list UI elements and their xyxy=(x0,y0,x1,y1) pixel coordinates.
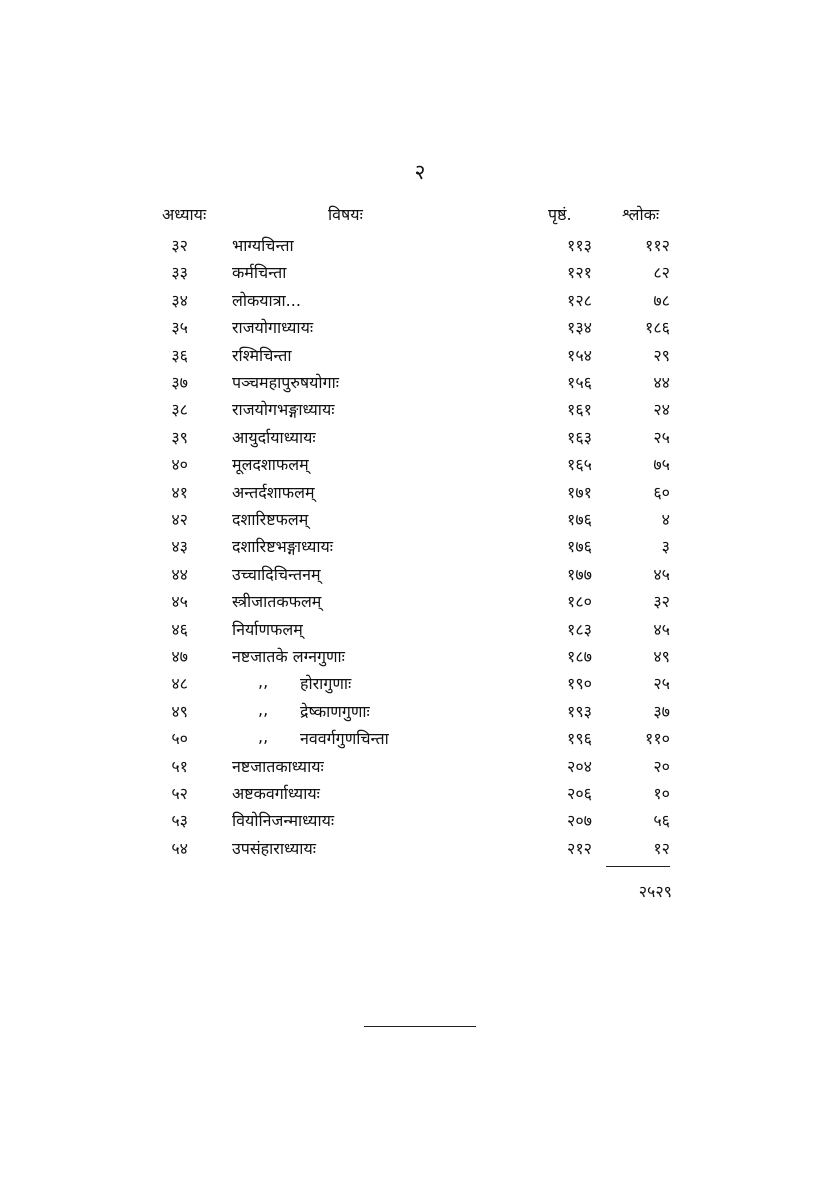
end-rule xyxy=(364,1026,476,1027)
verse-count-cell: ७८ xyxy=(653,290,670,310)
table-row xyxy=(0,426,840,456)
page-number-cell: १७६ xyxy=(567,537,592,557)
verse-count-cell: १२ xyxy=(653,838,670,858)
table-row xyxy=(0,672,840,702)
table-row xyxy=(0,481,840,511)
table-row xyxy=(0,563,840,593)
verse-count-cell: ५६ xyxy=(653,811,670,831)
chapter-number: ४९ xyxy=(171,701,188,721)
chapter-subject: अन्तर्दशाफलम् xyxy=(232,482,315,502)
ditto-mark: ,, xyxy=(258,672,269,692)
page-number-cell: २०६ xyxy=(567,784,592,803)
chapter-subject: कर्मचिन्ता xyxy=(232,263,287,283)
table-row xyxy=(0,782,840,812)
chapter-subject: आयुर्दायाध्यायः xyxy=(232,427,316,447)
chapter-number: ४० xyxy=(171,455,188,475)
table-row xyxy=(0,645,840,675)
chapter-subject: पञ्चमहापुरुषयोगाः xyxy=(232,373,339,392)
total-verses: २५२९ xyxy=(638,882,672,901)
table-row xyxy=(0,535,840,565)
verse-count-cell: ८२ xyxy=(653,263,670,283)
page-number-cell: २१२ xyxy=(567,838,592,858)
chapter-subject: नष्टजातकाध्यायः xyxy=(232,756,324,776)
page-number-cell: २०४ xyxy=(567,756,592,776)
chapter-number: ४२ xyxy=(171,510,188,529)
table-row xyxy=(0,234,840,264)
page-number-cell: १२१ xyxy=(567,263,592,283)
chapter-subject: रश्मिचिन्ता xyxy=(232,345,292,365)
chapter-subject: स्त्रीजातकफलम् xyxy=(232,592,322,612)
chapter-subject: निर्याणफलम् xyxy=(232,619,303,639)
chapter-number: ५२ xyxy=(171,784,188,803)
total-rule xyxy=(606,866,670,867)
page-number-cell: १९३ xyxy=(567,701,592,721)
page-number-cell: १७६ xyxy=(567,510,592,529)
header-subject: विषयः xyxy=(328,205,363,224)
table-row xyxy=(0,809,840,839)
chapter-subject: द्रेष्काणगुणाः xyxy=(300,701,370,721)
verse-count-cell: ४५ xyxy=(653,564,670,584)
chapter-subject: लोकयात्रा... xyxy=(232,290,301,310)
page-number-cell: ११३ xyxy=(567,236,592,255)
chapter-subject: राजयोगभङ्गाध्यायः xyxy=(232,400,335,420)
chapter-number: ४१ xyxy=(171,482,188,502)
ditto-mark: ,, xyxy=(258,727,269,747)
page-number-cell: १५६ xyxy=(567,373,592,392)
chapter-subject: मूलदशाफलम् xyxy=(232,455,309,475)
chapter-number: ३४ xyxy=(171,290,188,310)
chapter-number: ४४ xyxy=(171,564,188,584)
page-number-cell: १८० xyxy=(567,592,592,612)
table-row xyxy=(0,618,840,648)
page-number-cell: १३४ xyxy=(567,318,592,338)
header-chapter: अध्यायः xyxy=(162,205,207,224)
chapter-subject: नववर्गगुणचिन्ता xyxy=(300,729,389,749)
chapter-number: ५१ xyxy=(171,756,188,776)
table-row xyxy=(0,398,840,428)
table-row xyxy=(0,344,840,374)
verse-count-cell: ३७ xyxy=(653,701,670,721)
page-number-cell: १७७ xyxy=(567,564,592,584)
chapter-subject: नष्टजातके लग्नगुणाः xyxy=(232,647,345,666)
page-number-cell: १९६ xyxy=(567,729,592,749)
page-number: २ xyxy=(414,160,426,184)
page-number-cell: १८३ xyxy=(567,619,592,639)
chapter-number: ३९ xyxy=(171,427,188,447)
verse-count-cell: २५ xyxy=(653,427,670,447)
header-verse: श्लोकः xyxy=(622,205,660,224)
verse-count-cell: ११० xyxy=(645,729,670,749)
chapter-subject: वियोनिजन्माध्यायः xyxy=(232,811,335,831)
chapter-subject: दशारिष्टभङ्गाध्यायः xyxy=(232,537,334,557)
verse-count-cell: ११२ xyxy=(645,236,670,255)
page-number-cell: १९० xyxy=(567,674,592,694)
chapter-number: ४७ xyxy=(171,647,188,666)
verse-count-cell: २९ xyxy=(653,345,670,365)
header-page: पृष्ठं. xyxy=(548,205,572,224)
verse-count-cell: ७५ xyxy=(653,455,670,475)
table-row xyxy=(0,755,840,785)
chapter-number: ३८ xyxy=(171,400,188,420)
chapter-subject: दशारिष्टफलम् xyxy=(232,510,309,529)
table-row xyxy=(0,261,840,291)
chapter-number: ४६ xyxy=(171,619,188,639)
chapter-subject: होरागुणाः xyxy=(300,674,352,694)
table-row xyxy=(0,289,840,319)
chapter-number: ५३ xyxy=(171,811,188,831)
chapter-number: ३५ xyxy=(171,318,188,338)
chapter-number: ४५ xyxy=(171,592,188,612)
chapter-number: ३७ xyxy=(171,373,188,392)
verse-count-cell: ४५ xyxy=(653,619,670,639)
chapter-subject: राजयोगाध्यायः xyxy=(232,318,314,338)
table-row xyxy=(0,371,840,401)
chapter-number: ५४ xyxy=(171,838,188,858)
chapter-number: ३६ xyxy=(171,345,188,365)
page-number-cell: १२८ xyxy=(567,290,592,310)
table-row xyxy=(0,700,840,730)
verse-count-cell: ६० xyxy=(653,482,670,502)
chapter-number: ४८ xyxy=(171,674,188,694)
verse-count-cell: ३ xyxy=(661,537,670,557)
table-row xyxy=(0,453,840,483)
table-row xyxy=(0,508,840,538)
chapter-subject: भाग्यचिन्ता xyxy=(232,236,294,255)
verse-count-cell: ३२ xyxy=(653,592,670,612)
chapter-number: ३२ xyxy=(171,236,188,255)
chapter-subject: अष्टकवर्गाध्यायः xyxy=(232,784,320,803)
table-row xyxy=(0,837,840,867)
ditto-mark: ,, xyxy=(258,699,269,719)
table-row xyxy=(0,590,840,620)
verse-count-cell: ४४ xyxy=(653,373,670,392)
verse-count-cell: ४ xyxy=(661,510,670,529)
page-number-cell: २०७ xyxy=(567,811,592,831)
page-number-cell: १८७ xyxy=(567,647,592,666)
chapter-subject: उपसंहाराध्यायः xyxy=(232,838,316,858)
chapter-number: ४३ xyxy=(171,537,188,557)
verse-count-cell: १८६ xyxy=(645,318,670,338)
verse-count-cell: १० xyxy=(653,784,670,803)
verse-count-cell: २० xyxy=(653,756,670,776)
page-number-cell: १७१ xyxy=(567,482,592,502)
chapter-subject: उच्चादिचिन्तनम् xyxy=(232,564,321,584)
page-number-cell: १६१ xyxy=(567,400,592,420)
verse-count-cell: ४९ xyxy=(653,647,670,666)
verse-count-cell: २४ xyxy=(653,400,670,420)
verse-count-cell: २५ xyxy=(653,674,670,694)
chapter-number: ५० xyxy=(171,729,188,749)
page-number-cell: १५४ xyxy=(567,345,592,365)
page-number-cell: १६५ xyxy=(567,455,592,475)
table-row xyxy=(0,727,840,757)
table-row xyxy=(0,316,840,346)
page-number-cell: १६३ xyxy=(567,427,592,447)
chapter-number: ३३ xyxy=(171,263,188,283)
